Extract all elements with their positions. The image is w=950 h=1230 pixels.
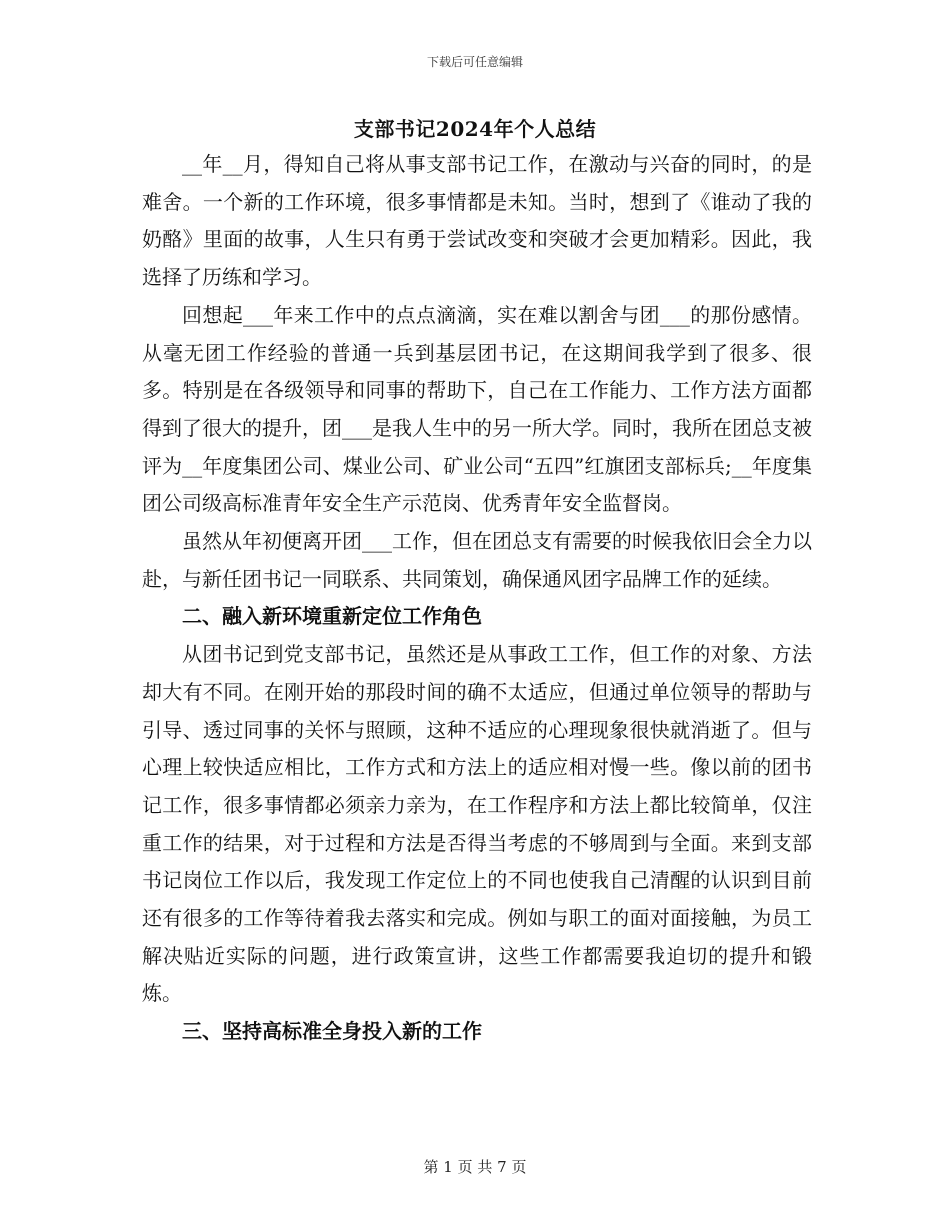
document-title: 支部书记2024年个人总结: [353, 117, 597, 141]
paragraph-continuation: 虽然从年初便离开团___工作，但在团总支有需要的时候我依旧会全力以赴，与新任团书记一同联系、共同策划，确保通风团字品牌工作的延续。: [142, 529, 812, 591]
paragraph-recollection: 回想起___年来工作中的点点滴滴，实在难以割舍与团___的那份感情。从毫无团工作经验的普通一兵到基层团书记，在这期间我学到了很多、很多。特别是在各级领导和同事的帮助下，自己在工作能力、工作方法方面都得到了很大的提升，团___是我人生中的另一所大学。同时，我所在团总支被评为__年度集团公司、煤业公司、矿业公司“五四”红旗团支部标兵;__年度集团公司级高标准青年安全生产示范岗、优秀青年安全监督岗。: [142, 302, 812, 516]
section-heading-2: 二、融入新环境重新定位工作角色: [182, 604, 482, 629]
section-heading-3: 三、坚持高标准全身投入新的工作: [182, 1019, 482, 1044]
document-body: [142, 146, 812, 1051]
paragraph-intro: __年__月，得知自己将从事支部书记工作，在激动与兴奋的同时，的是难舍。一个新的工作环境，很多事情都是未知。当时，想到了《谁动了我的奶酪》里面的故事，人生只有勇于尝试改变和突破才会更加精彩。因此，我选择了历练和学习。: [142, 152, 812, 290]
header-note: 下载后可任意编辑: [426, 55, 523, 69]
paragraph-new-role: 从团书记到党支部书记，虽然还是从事政工工作，但工作的对象、方法却大有不同。在刚开始的那段时间的确不太适应，但通过单位领导的帮助与引导、透过同事的关怀与照顾，这种不适应的心理现象很快就消逝了。但与心理上较快适应相比，工作方式和方法上的适应相对慢一些。像以前的团书记工作，很多事情都必须亲力亲为，在工作程序和方法上都比较简单，仅注重工作的结果，对于过程和方法是否得当考虑的不够周到与全面。来到支部书记岗位工作以后，我发现工作定位上的不同也使我自己清醒的认识到目前还有很多的工作等待着我去落实和完成。例如与职工的面对面接触，为员工解决贴近实际的问题，进行政策宣讲，这些工作都需要我迫切的提升和锻炼。: [142, 642, 812, 1006]
page-number: 第 1 页 共 7 页: [423, 1158, 527, 1176]
